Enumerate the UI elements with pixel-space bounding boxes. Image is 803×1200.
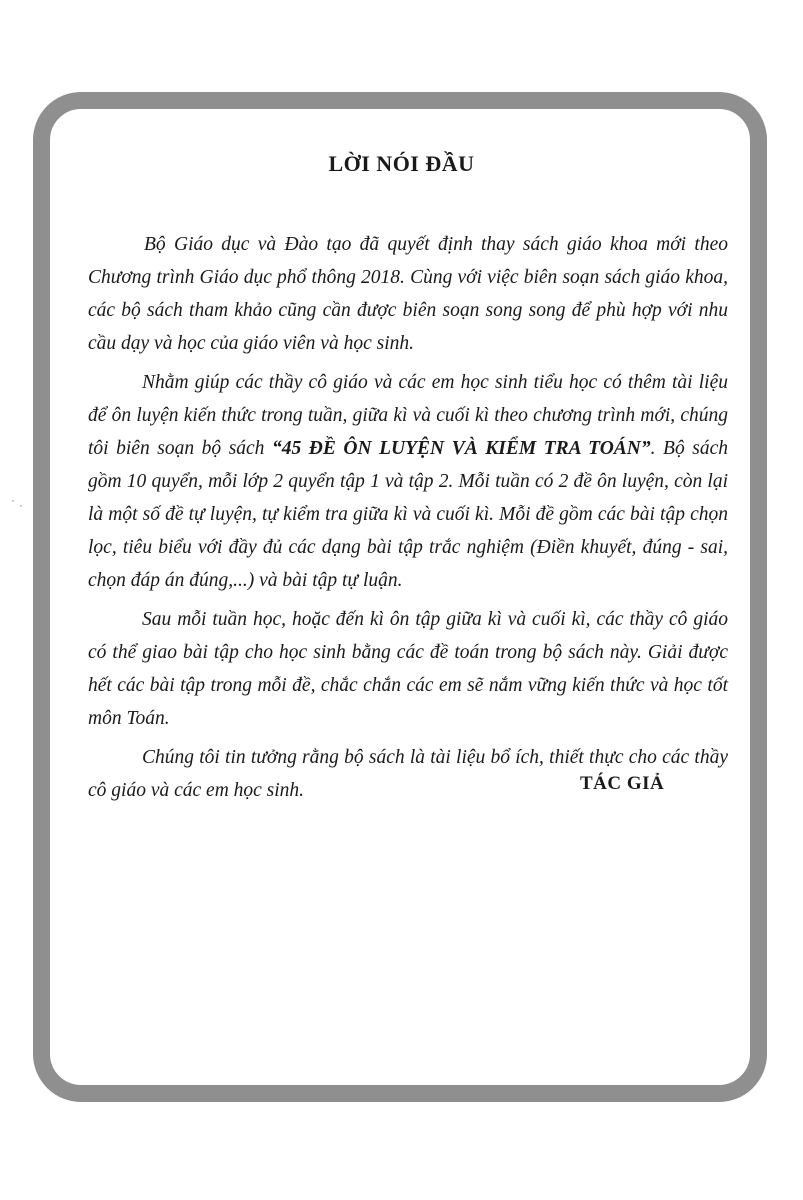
book-title: “45 ĐỀ ÔN LUYỆN VÀ KIỂM TRA TOÁN” <box>272 438 651 459</box>
paragraph-2 <box>88 366 728 597</box>
author-signature: TÁC GIẢ <box>580 773 665 794</box>
paragraph-2-intro: Nhằm giúp các thầy cô giáo và các em học sinh tiểu học có thêm tài liệu để ôn luyện kiến thức trong tuần, giữa kì và cuối kì theo chương trình mới, chúng tôi biên soạn bộ sách <box>88 372 728 459</box>
paragraph-3: Sau mỗi tuần học, hoặc đến kì ôn tập giữa kì và cuối kì, các thầy cô giáo có thể giao bài tập cho học sinh bằng các đề toán trong bộ sách này. Giải được hết các bài tập trong mỗi đề, chắc chắn các em sẽ nắm vững kiến thức và học tốt môn Toán. <box>88 609 728 729</box>
paragraph-4: Chúng tôi tin tưởng rằng bộ sách là tài liệu bổ ích, thiết thực cho các thầy cô giáo và các em học sinh. <box>88 747 728 801</box>
scan-speck <box>12 500 14 502</box>
paragraph-2-rest: . Bộ sách gồm 10 quyển, mỗi lớp 2 quyển tập 1 và tập 2. Mỗi tuần có 2 đề ôn luyện, còn lại là một số đề tự luyện, tự kiểm tra giữa kì và cuối kì. Mỗi đề gồm các bài tập chọn lọc, tiêu biểu với đầy đủ các dạng bài tập trắc nghiệm (Điền khuyết, đúng - sai, chọn đáp án đúng,...) và bài tập tự luận. <box>88 438 729 591</box>
paragraph-1: Bộ Giáo dục và Đào tạo đã quyết định thay sách giáo khoa mới theo Chương trình Giáo dục phổ thông 2018. Cùng với việc biên soạn sách giáo khoa, các bộ sách tham khảo cũng cần được biên soạn song song để phù hợp với nhu cầu dạy và học của giáo viên và học sinh. <box>88 234 728 354</box>
scan-speck <box>20 505 22 507</box>
preface-body <box>88 228 728 813</box>
page-title: LỜI NÓI ĐẦU <box>328 151 475 176</box>
